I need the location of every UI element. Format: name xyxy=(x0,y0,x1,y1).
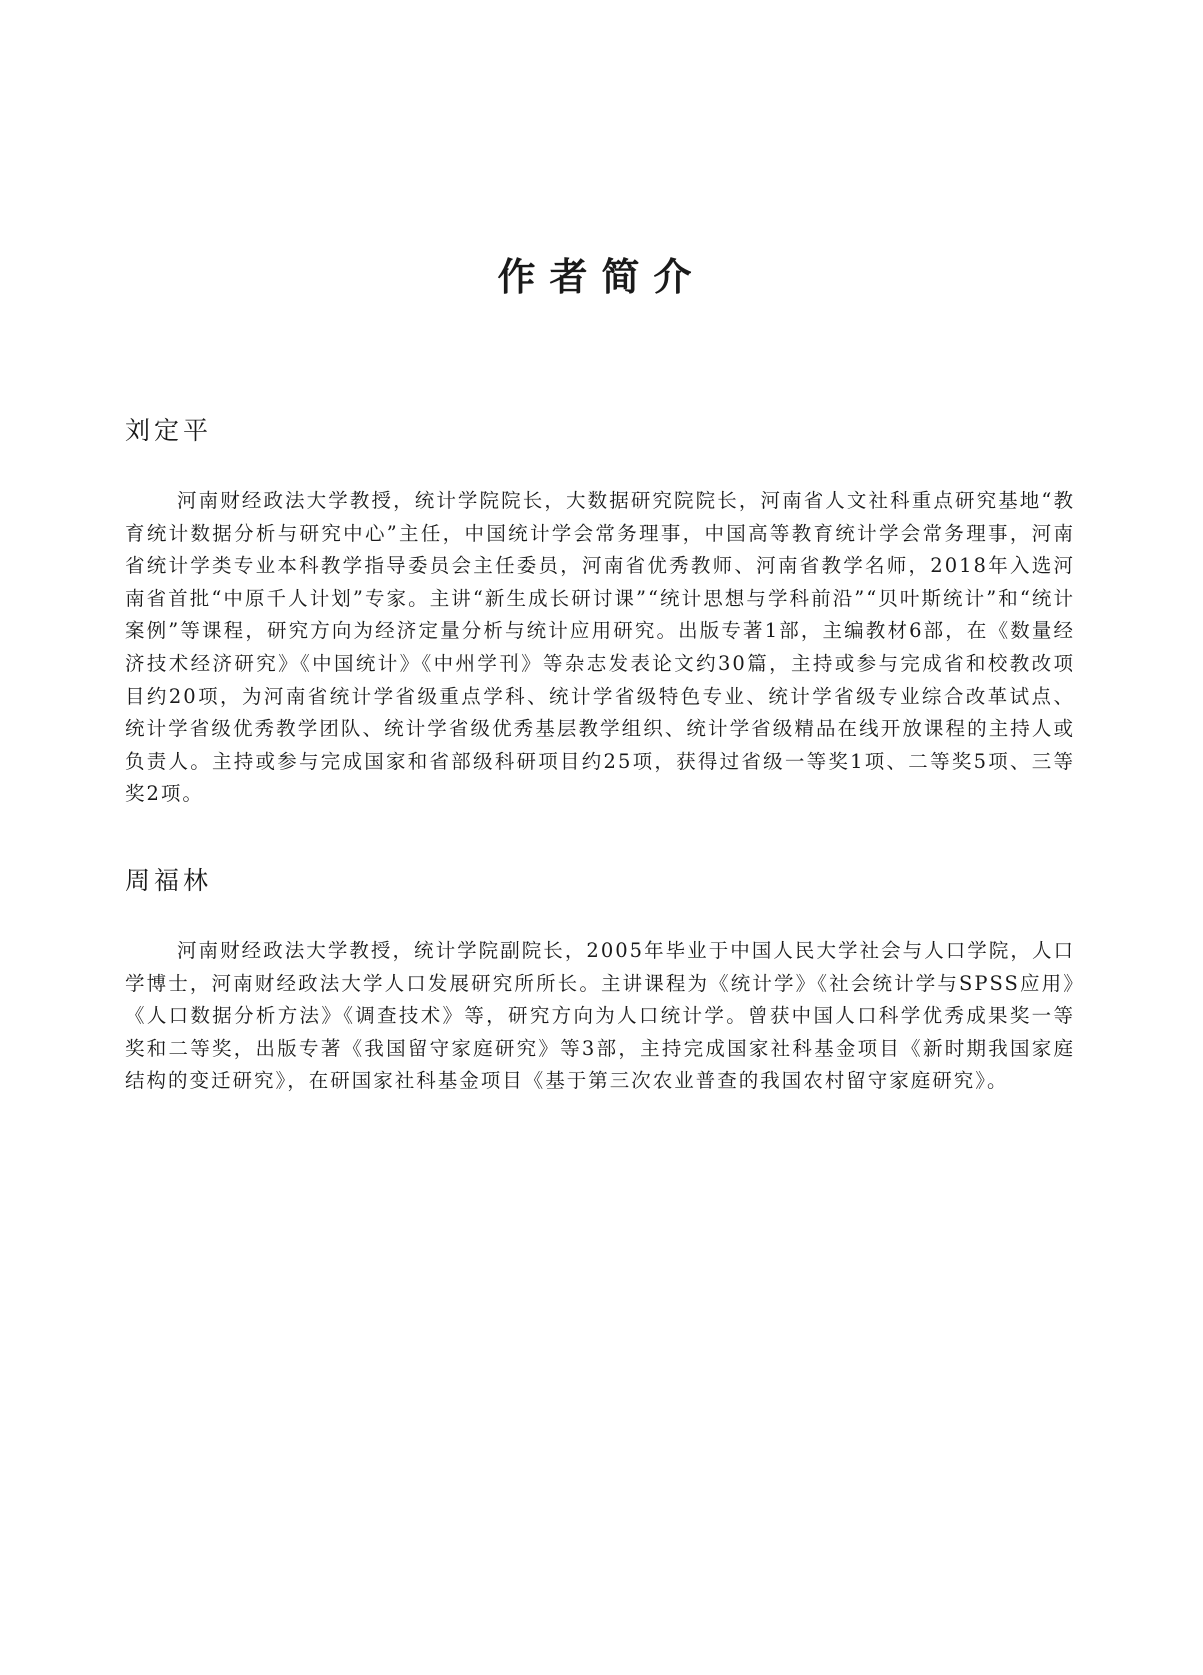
author-name: 刘定平 xyxy=(125,416,213,445)
author-name: 周福林 xyxy=(125,866,213,895)
author-bio: 河南财经政法大学教授，统计学院院长，大数据研究院院长，河南省人文社科重点研究基地“教育统计数据分析与研究中心”主任，中国统计学会常务理事，中国高等教育统计学会常务理事，河南省统计学类专业本科教学指导委员会主任委员，河南省优秀教师、河南省教学名师，2018年入选河南省首批“中原千人计划”专家。主讲“新生成长研讨课”“统计思想与学科前沿”“贝叶斯统计”和“统计案例”等课程，研究方向为经济定量分析与统计应用研究。出版专著1部，主编教材6部，在《数量经济技术经济研究》《中国统计》《中州学刊》等杂志发表论文约30篇，主持或参与完成省和校教改项目约20项，为河南省统计学省级重点学科、统计学省级特色专业、统计学省级专业综合改革试点、统计学省级优秀教学团队、统计学省级优秀基层教学组织、统计学省级精品在线开放课程的主持人或负责人。主持或参与完成国家和省部级科研项目约25项，获得过省级一等奖1项、二等奖5项、三等奖2项。 xyxy=(125,489,1075,806)
author-bio: 河南财经政法大学教授，统计学院副院长，2005年毕业于中国人民大学社会与人口学院，人口学博士，河南财经政法大学人口发展研究所所长。主讲课程为《统计学》《社会统计学与SPSS应用》《人口数据分析方法》《调查技术》等，研究方向为人口统计学。曾获中国人口科学优秀成果奖一等奖和二等奖，出版专著《我国留守家庭研究》等3部，主持完成国家社科基金项目《新时期我国家庭结构的变迁研究》，在研国家社科基金项目《基于第三次农业普查的我国农村留守家庭研究》。 xyxy=(125,939,1075,1093)
author-section-zhou xyxy=(125,868,1075,1098)
page-title: 作者简介 xyxy=(497,255,706,299)
author-section-liu xyxy=(125,418,1075,811)
